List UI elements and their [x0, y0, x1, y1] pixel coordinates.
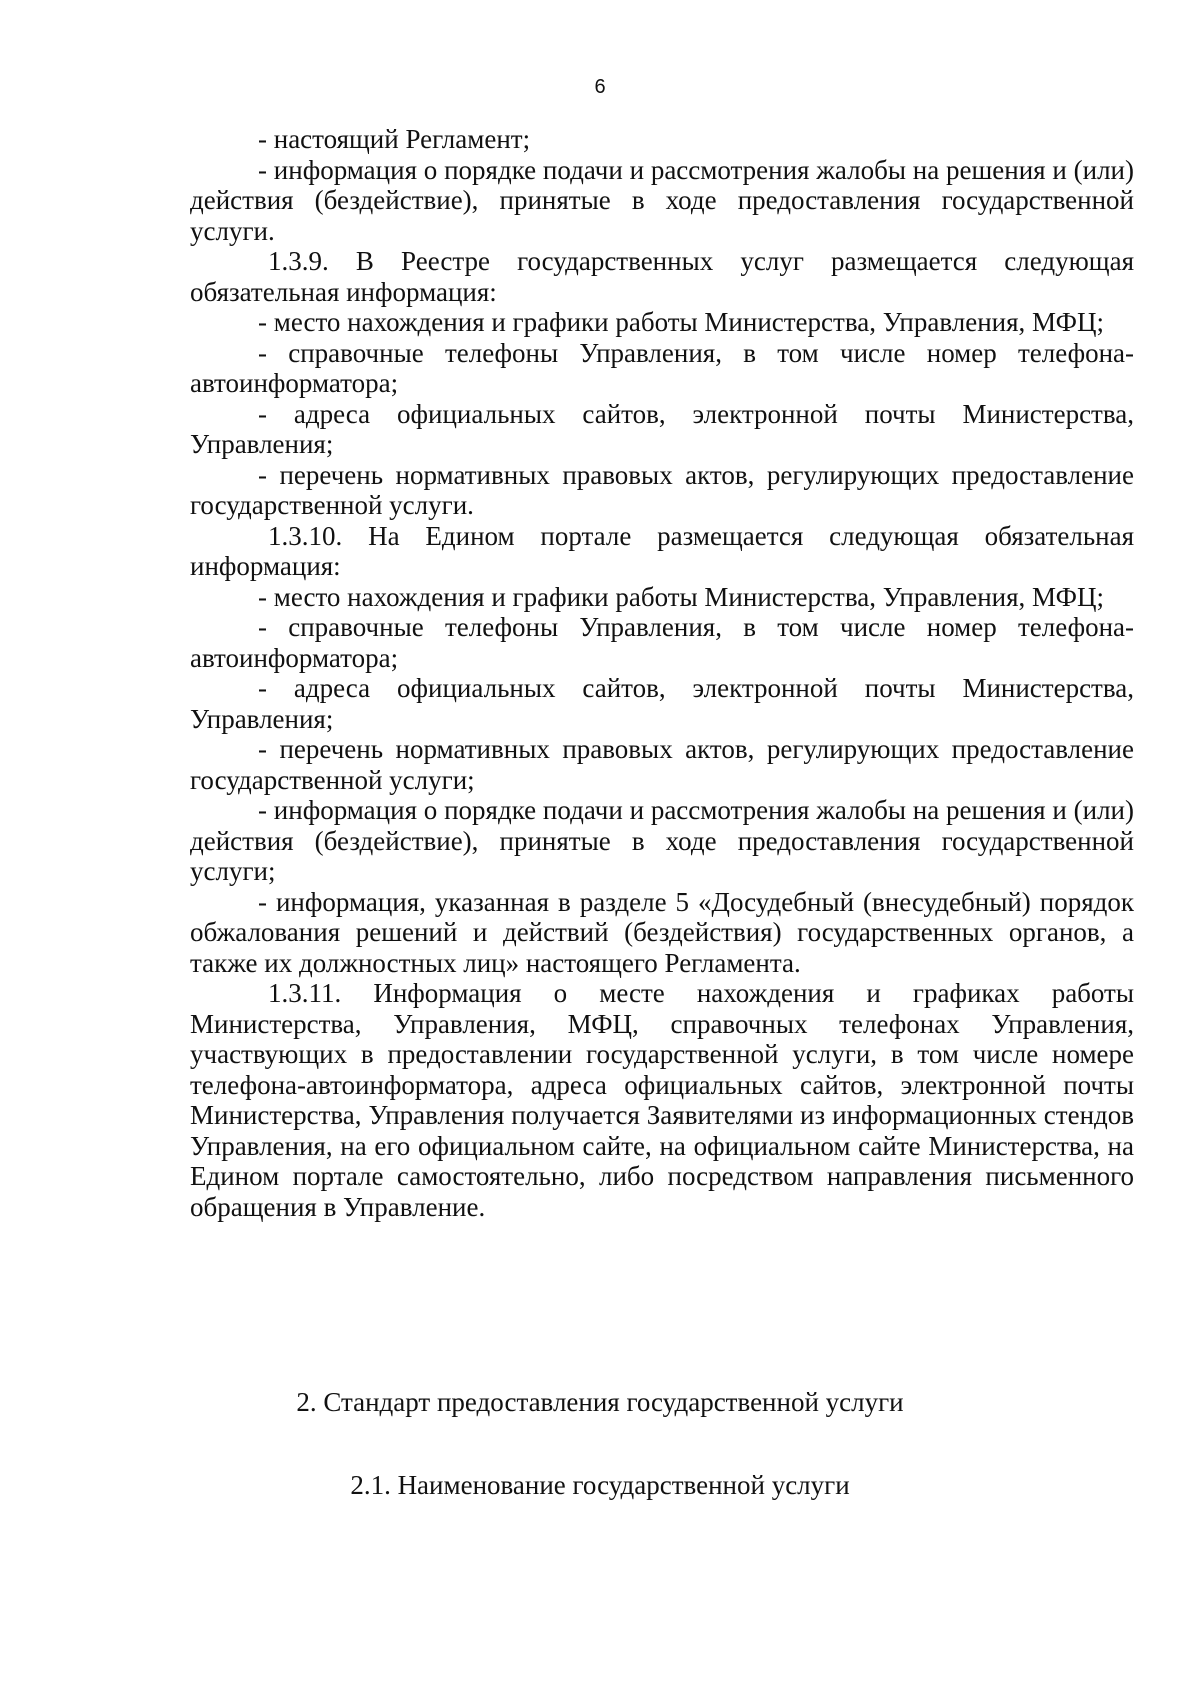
list-item-phones: - справочные телефоны Управления, в том числе номер телефона-автоинформатора; — [190, 337, 1134, 398]
section-heading: 2. Стандарт предоставления государственной услуги — [296, 1387, 904, 1417]
list-item-legal-acts: - перечень нормативных правовых актов, регулирующих предоставление государственной услуги; — [190, 734, 1134, 795]
clause-1-3-9: 1.3.9. В Реестре государственных услуг размещается следующая обязательная информация: — [190, 246, 1134, 307]
clause-1-3-10: 1.3.10. На Едином портале размещается следующая обязательная информация: — [190, 520, 1134, 581]
list-item-websites: - адреса официальных сайтов, электронной почты Министерства, Управления; — [190, 398, 1134, 459]
list-item-regulation: - настоящий Регламент; — [258, 124, 531, 154]
list-item-websites: - адреса официальных сайтов, электронной почты Министерства, Управления; — [190, 673, 1134, 734]
list-item-complaint-info: - информация о порядке подачи и рассмотрения жалобы на решения и (или) действия (бездействие), принятые в ходе предоставления государственной услуги. — [190, 154, 1134, 246]
list-item-section-5-info: - информация, указанная в разделе 5 «Досудебный (внесудебный) порядок обжалования решений и действий (бездействия) государственных органов, а также их должностных лиц» настоящего Регламента. — [190, 886, 1134, 978]
list-item-complaint-info: - информация о порядке подачи и рассмотрения жалобы на решения и (или) действия (бездействие), принятые в ходе предоставления государственной услуги; — [190, 795, 1134, 886]
list-item-location-schedule: - место нахождения и графики работы Министерства, Управления, МФЦ; — [258, 581, 1105, 612]
list-item-legal-acts: - перечень нормативных правовых актов, регулирующих предоставление государственной услуги. — [190, 459, 1134, 520]
page-number: 6 — [594, 76, 606, 98]
list-item-location-schedule: - место нахождения и графики работы Министерства, Управления, МФЦ; — [258, 307, 1105, 337]
body-text — [190, 124, 1134, 1222]
list-item-phones: - справочные телефоны Управления, в том числе номер телефона-автоинформатора; — [190, 612, 1134, 673]
subsection-heading: 2.1. Наименование государственной услуги — [350, 1470, 850, 1500]
clause-1-3-11: 1.3.11. Информация о месте нахождения и графиках работы Министерства, Управления, МФЦ, справочных телефонах Управления, участвующих в предоставлении государственной услуги, в том числе номере телефона-автоинформатора, адреса официальных сайтов, электронной почты Министерства, Управления получается Заявителями из информационных стендов Управления, на его официальном сайте, на официальном сайте Министерства, на Едином портале самостоятельно, либо посредством направления письменного обращения в Управление. — [190, 978, 1134, 1222]
